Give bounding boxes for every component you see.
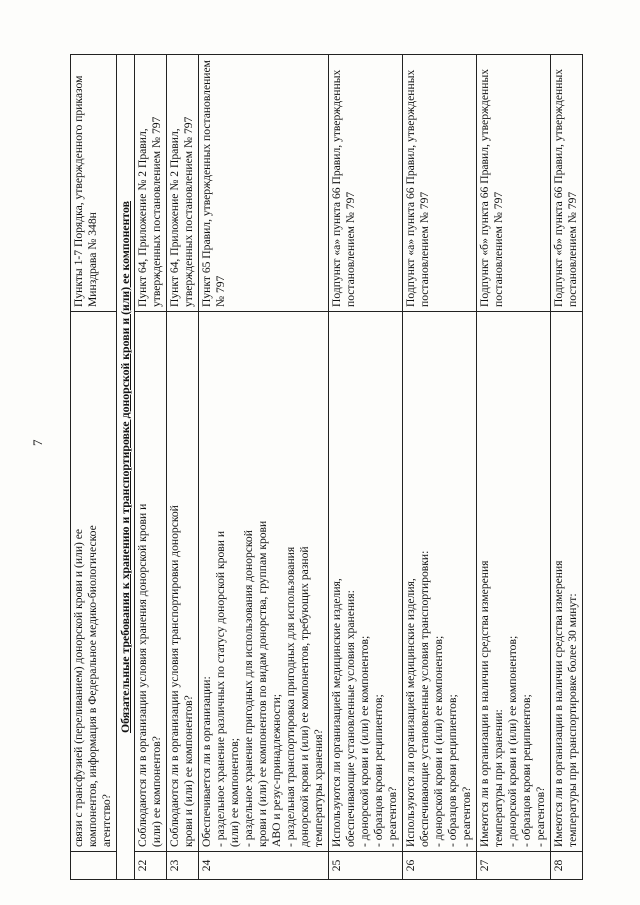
question-line: Соблюдаются ли в организации условия транспортировки донорской [168, 505, 181, 847]
question-line: компонентов, информация в Федеральное медико-биологическое [86, 525, 99, 847]
requirements-table [70, 54, 583, 880]
question-line: крови и (или) ее компонентов по видам донорства, группам крови [256, 520, 269, 847]
question-line: крови и (или) ее компонентов? [182, 695, 195, 847]
question-line: донорской крови и (или) ее компонентов, требующих разной [298, 546, 311, 847]
row-number: 22 [135, 852, 167, 880]
question-line: обеспечивающие установленные условия транспортировки: [418, 550, 431, 847]
row-number-cell [71, 852, 117, 880]
reference-cell: Пункты 1-7 Порядка, утвержденного приказом Минздрава № 348н [71, 55, 117, 312]
table-row-top [71, 55, 117, 880]
question-line: - образцов крови реципиентов; [372, 694, 385, 847]
reference-cell: Пункт 65 Правил, утвержденных постановлением № 797 [199, 55, 329, 312]
row-number: 25 [329, 852, 403, 880]
question-cell [199, 312, 329, 852]
question-cell [403, 312, 477, 852]
question-line: агентство? [100, 794, 113, 847]
reference-cell: Пункт 64, Приложение № 2 Правил, утвержденных постановлением № 797 [135, 55, 167, 312]
question-line: - реагентов? [534, 786, 547, 847]
question-cell [167, 312, 199, 852]
reference-cell: Подпункт «а» пункта 66 Правил, утвержденных постановлением № 797 [403, 55, 477, 312]
table-row [167, 55, 199, 880]
rotated-table-sheet [70, 55, 605, 880]
question-line: (или) ее компонентов; [228, 738, 241, 847]
row-number: 26 [403, 852, 477, 880]
question-line: (или) ее компонентов? [150, 736, 163, 847]
question-line: - донорской крови и (или) ее компонентов; [506, 635, 519, 847]
question-line: - реагентов? [386, 786, 399, 847]
reference-cell: Подпункт «б» пункта 66 Правил, утвержденных постановлением № 797 [551, 55, 583, 312]
section-header-row [117, 55, 135, 880]
row-number: 24 [199, 852, 329, 880]
row-number: 27 [477, 852, 551, 880]
question-cell [477, 312, 551, 852]
table-row [477, 55, 551, 880]
question-line: - раздельное хранение пригодных для использования донорской [242, 530, 255, 847]
page-number: 7 [30, 439, 45, 446]
question-line: - раздельная транспортировка пригодных для использования [284, 546, 297, 847]
question-line: АВО и резус-принадлежности; [270, 693, 283, 847]
table-row [199, 55, 329, 880]
question-line: Соблюдаются ли в организации условия хранения донорской крови и [136, 503, 149, 847]
question-line: Используются ли организацией медицинские изделия, [404, 578, 417, 847]
question-cell [135, 312, 167, 852]
question-line: - реагентов? [460, 786, 473, 847]
question-line: температуры при хранении: [492, 709, 505, 847]
table-row [329, 55, 403, 880]
question-line: связи с трансфузией (переливанием) донорской крови и (или) ее [72, 528, 85, 847]
question-line: температуры при транспортировке более 30 минут: [566, 593, 579, 847]
question-line: Имеются ли в организации в наличии средства измерения [478, 560, 491, 847]
question-line: - образцов крови реципиентов; [446, 694, 459, 847]
question-line: - донорской крови и (или) ее компонентов; [432, 635, 445, 847]
question-line: температуры хранения? [312, 729, 325, 847]
question-line: - донорской крови и (или) ее компонентов; [358, 635, 371, 847]
reference-cell: Подпункт «а» пункта 66 Правил, утвержденных постановлением № 797 [329, 55, 403, 312]
question-cell [551, 312, 583, 852]
question-line: Используются ли организацией медицинские изделия, [330, 578, 343, 847]
reference-cell: Пункт 64, Приложение № 2 Правил, утвержденных постановлением № 797 [167, 55, 199, 312]
table-row [551, 55, 583, 880]
row-number: 28 [551, 852, 583, 880]
table-row [403, 55, 477, 880]
table-row [135, 55, 167, 880]
question-cell [71, 312, 117, 852]
question-line: Обеспечивается ли в организации: [200, 676, 213, 847]
question-line: - раздельное хранение различных по статусу донорской крови и [214, 530, 227, 847]
question-line: - образцов крови реципиентов; [520, 694, 533, 847]
reference-cell: Подпункт «б» пункта 66 Правил, утвержденных постановлением № 797 [477, 55, 551, 312]
question-cell [329, 312, 403, 852]
row-number: 23 [167, 852, 199, 880]
question-line: обеспечивающие установленные условия хранения: [344, 590, 357, 847]
question-line: Имеются ли в организации в наличии средства измерения [552, 560, 565, 847]
section-title: Обязательные требования к хранению и транспортировке донорской крови и (или) ее компонентов [117, 55, 135, 880]
